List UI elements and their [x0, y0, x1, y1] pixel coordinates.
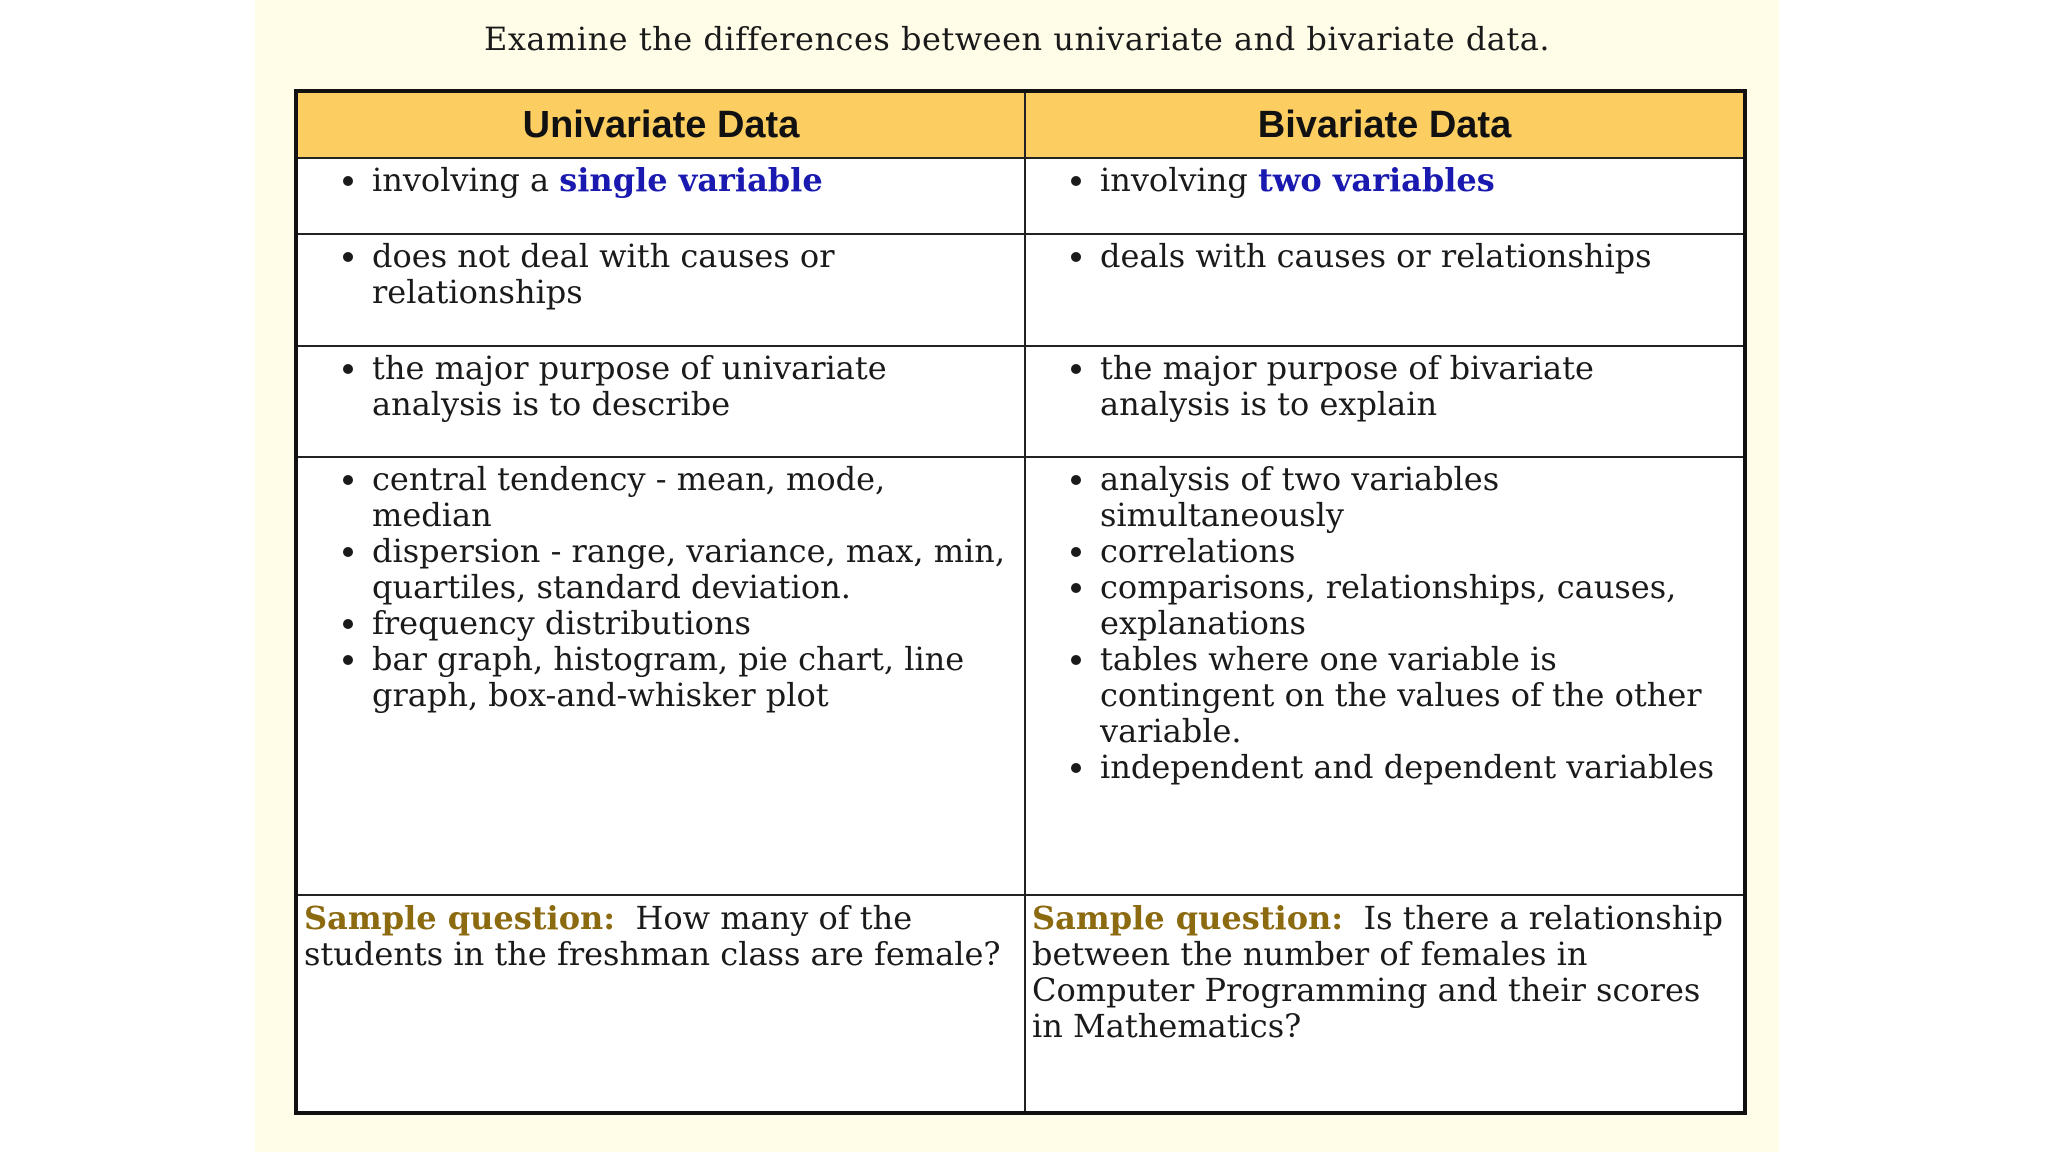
highlight-term: single variable [559, 161, 823, 199]
header-bivariate: Bivariate Data [1026, 93, 1743, 159]
list-item: • correlations [1098, 533, 1733, 569]
highlight-term: two variables [1258, 161, 1495, 199]
row1-univariate-cell [298, 159, 1026, 235]
row2-bivariate-cell [1026, 235, 1743, 347]
sample-question-univariate [298, 896, 1026, 1111]
list-item: • dispersion - range, variance, max, min, quartiles, standard deviation. [370, 533, 1014, 605]
row4-univariate-cell [298, 458, 1026, 896]
list-item: • bar graph, histogram, pie chart, line graph, box-and-whisker plot [370, 641, 1014, 713]
sample-question-text: How many of the students in the freshman class are female? [304, 899, 1001, 973]
sample-question-label: Sample question: [1032, 899, 1344, 937]
row4-bivariate-cell [1026, 458, 1743, 896]
list-item: • analysis of two variables simultaneously [1098, 461, 1733, 533]
sample-question-label: Sample question: [304, 899, 616, 937]
list-item: • involving two variables [1098, 162, 1733, 198]
row3-bivariate-cell [1026, 347, 1743, 458]
row2-univariate-cell [298, 235, 1026, 347]
sample-question-text: Is there a relationship between the number of females in Computer Programming and their scores in Mathematics? [1032, 899, 1724, 1045]
sample-question-bivariate [1026, 896, 1743, 1111]
list-item: • involving a single variable [370, 162, 1014, 198]
instruction-text: Examine the differences between univariate and bivariate data. [484, 20, 1550, 58]
list-item: • frequency distributions [370, 605, 1014, 641]
list-item: • central tendency - mean, mode, median [370, 461, 1014, 533]
row3-univariate-cell [298, 347, 1026, 458]
slide [255, 0, 1779, 1152]
header-univariate: Univariate Data [298, 93, 1026, 159]
list-item: • comparisons, relationships, causes, explanations [1098, 569, 1733, 641]
list-item: • does not deal with causes or relationships [370, 238, 1014, 310]
list-item: • independent and dependent variables [1098, 749, 1733, 785]
list-item: • tables where one variable is contingent on the values of the other variable. [1098, 641, 1733, 749]
list-item: • the major purpose of bivariate analysis is to explain [1098, 350, 1733, 422]
list-item: • the major purpose of univariate analysis is to describe [370, 350, 1014, 422]
row1-bivariate-cell [1026, 159, 1743, 235]
list-item: • deals with causes or relationships [1098, 238, 1733, 274]
comparison-table [294, 89, 1747, 1115]
